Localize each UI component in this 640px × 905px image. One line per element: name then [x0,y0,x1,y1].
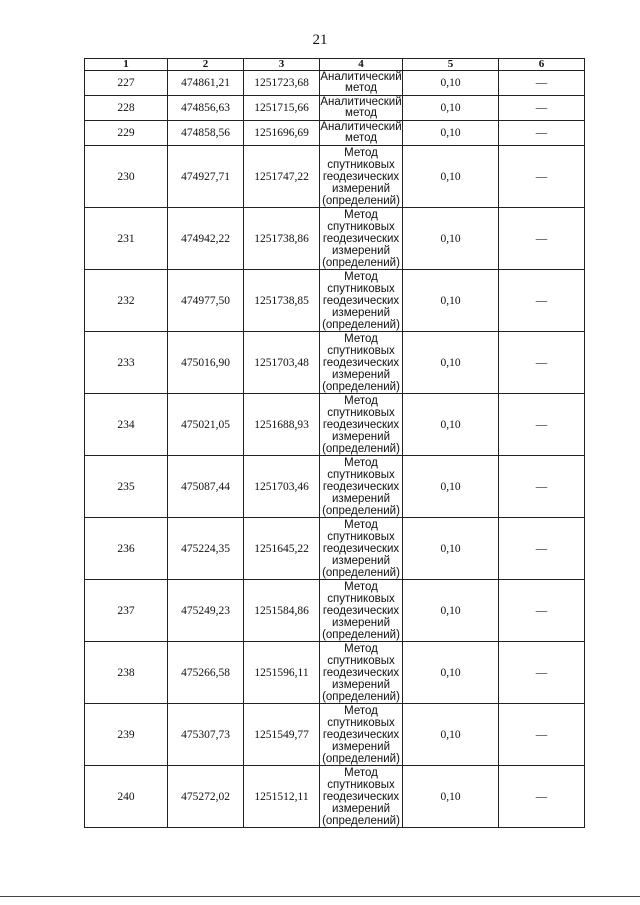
x-coordinate-cell: 474927,71 [168,146,244,208]
note-cell: — [499,121,585,146]
method-cell: Метод спутниковых геодезических измерений (определений) [320,456,403,518]
point-number-cell: 229 [85,121,168,146]
accuracy-cell: 0,10 [403,146,499,208]
table-row [85,71,585,96]
method-cell: Метод спутниковых геодезических измерений (определений) [320,270,403,332]
table-row [85,332,585,394]
point-number-cell: 227 [85,71,168,96]
table-row [85,96,585,121]
y-coordinate-cell: 1251723,68 [244,71,320,96]
method-cell: Метод спутниковых геодезических измерений (определений) [320,518,403,580]
point-number-cell: 237 [85,580,168,642]
x-coordinate-cell: 474977,50 [168,270,244,332]
point-number-cell: 231 [85,208,168,270]
accuracy-cell: 0,10 [403,71,499,96]
x-coordinate-cell: 474861,21 [168,71,244,96]
x-coordinate-cell: 475249,23 [168,580,244,642]
accuracy-cell: 0,10 [403,121,499,146]
note-cell: — [499,332,585,394]
x-coordinate-cell: 475272,02 [168,766,244,828]
note-cell: — [499,208,585,270]
y-coordinate-cell: 1251645,22 [244,518,320,580]
y-coordinate-cell: 1251512,11 [244,766,320,828]
method-cell: Аналитический метод [320,121,402,144]
point-number-cell: 228 [85,96,168,121]
header-col-5: 5 [403,59,499,71]
table-row [85,270,585,332]
method-cell: Метод спутниковых геодезических измерений (определений) [320,642,403,704]
note-cell: — [499,96,585,121]
note-cell: — [499,704,585,766]
y-coordinate-cell: 1251738,86 [244,208,320,270]
note-cell: — [499,642,585,704]
method-cell: Метод спутниковых геодезических измерений (определений) [320,704,403,766]
accuracy-cell: 0,10 [403,456,499,518]
header-col-6: 6 [499,59,585,71]
note-cell: — [499,580,585,642]
y-coordinate-cell: 1251703,48 [244,332,320,394]
x-coordinate-cell: 474858,56 [168,121,244,146]
point-number-cell: 234 [85,394,168,456]
x-coordinate-cell: 475087,44 [168,456,244,518]
point-number-cell: 235 [85,456,168,518]
accuracy-cell: 0,10 [403,394,499,456]
y-coordinate-cell: 1251747,22 [244,146,320,208]
y-coordinate-cell: 1251688,93 [244,394,320,456]
method-cell: Метод спутниковых геодезических измерений (определений) [320,332,403,394]
header-col-2: 2 [168,59,244,71]
table-header-row [85,59,585,71]
point-number-cell: 233 [85,332,168,394]
method-cell: Метод спутниковых геодезических измерений (определений) [320,580,403,642]
x-coordinate-cell: 475021,05 [168,394,244,456]
note-cell: — [499,270,585,332]
accuracy-cell: 0,10 [403,96,499,121]
point-number-cell: 238 [85,642,168,704]
table-row [85,146,585,208]
method-cell: Метод спутниковых геодезических измерений (определений) [320,766,403,828]
accuracy-cell: 0,10 [403,270,499,332]
y-coordinate-cell: 1251738,85 [244,270,320,332]
method-cell: Метод спутниковых геодезических измерений (определений) [320,394,403,456]
y-coordinate-cell: 1251715,66 [244,96,320,121]
header-col-1: 1 [85,59,168,71]
x-coordinate-cell: 475224,35 [168,518,244,580]
table-row [85,518,585,580]
point-number-cell: 232 [85,270,168,332]
note-cell: — [499,766,585,828]
y-coordinate-cell: 1251696,69 [244,121,320,146]
table-row [85,704,585,766]
table-row [85,456,585,518]
note-cell: — [499,71,585,96]
table-body [85,71,585,828]
table-row [85,766,585,828]
x-coordinate-cell: 475016,90 [168,332,244,394]
coordinates-table [84,58,585,828]
accuracy-cell: 0,10 [403,766,499,828]
y-coordinate-cell: 1251596,11 [244,642,320,704]
x-coordinate-cell: 474942,22 [168,208,244,270]
note-cell: — [499,394,585,456]
x-coordinate-cell: 474856,63 [168,96,244,121]
method-cell: Метод спутниковых геодезических измерений (определений) [320,208,403,270]
table-row [85,394,585,456]
y-coordinate-cell: 1251703,46 [244,456,320,518]
accuracy-cell: 0,10 [403,642,499,704]
y-coordinate-cell: 1251584,86 [244,580,320,642]
method-cell: Аналитический метод [320,71,402,94]
accuracy-cell: 0,10 [403,208,499,270]
method-cell: Метод спутниковых геодезических измерений (определений) [320,146,403,208]
header-col-4: 4 [320,59,403,71]
point-number-cell: 240 [85,766,168,828]
x-coordinate-cell: 475307,73 [168,704,244,766]
table-row [85,642,585,704]
page-number: 21 [312,32,328,48]
accuracy-cell: 0,10 [403,518,499,580]
method-cell: Аналитический метод [320,96,402,119]
x-coordinate-cell: 475266,58 [168,642,244,704]
table-row [85,121,585,146]
point-number-cell: 236 [85,518,168,580]
accuracy-cell: 0,10 [403,332,499,394]
y-coordinate-cell: 1251549,77 [244,704,320,766]
table-row [85,208,585,270]
accuracy-cell: 0,10 [403,704,499,766]
header-col-3: 3 [244,59,320,71]
accuracy-cell: 0,10 [403,580,499,642]
note-cell: — [499,518,585,580]
point-number-cell: 230 [85,146,168,208]
note-cell: — [499,146,585,208]
note-cell: — [499,456,585,518]
point-number-cell: 239 [85,704,168,766]
footer-divider [0,896,640,897]
table-row [85,580,585,642]
